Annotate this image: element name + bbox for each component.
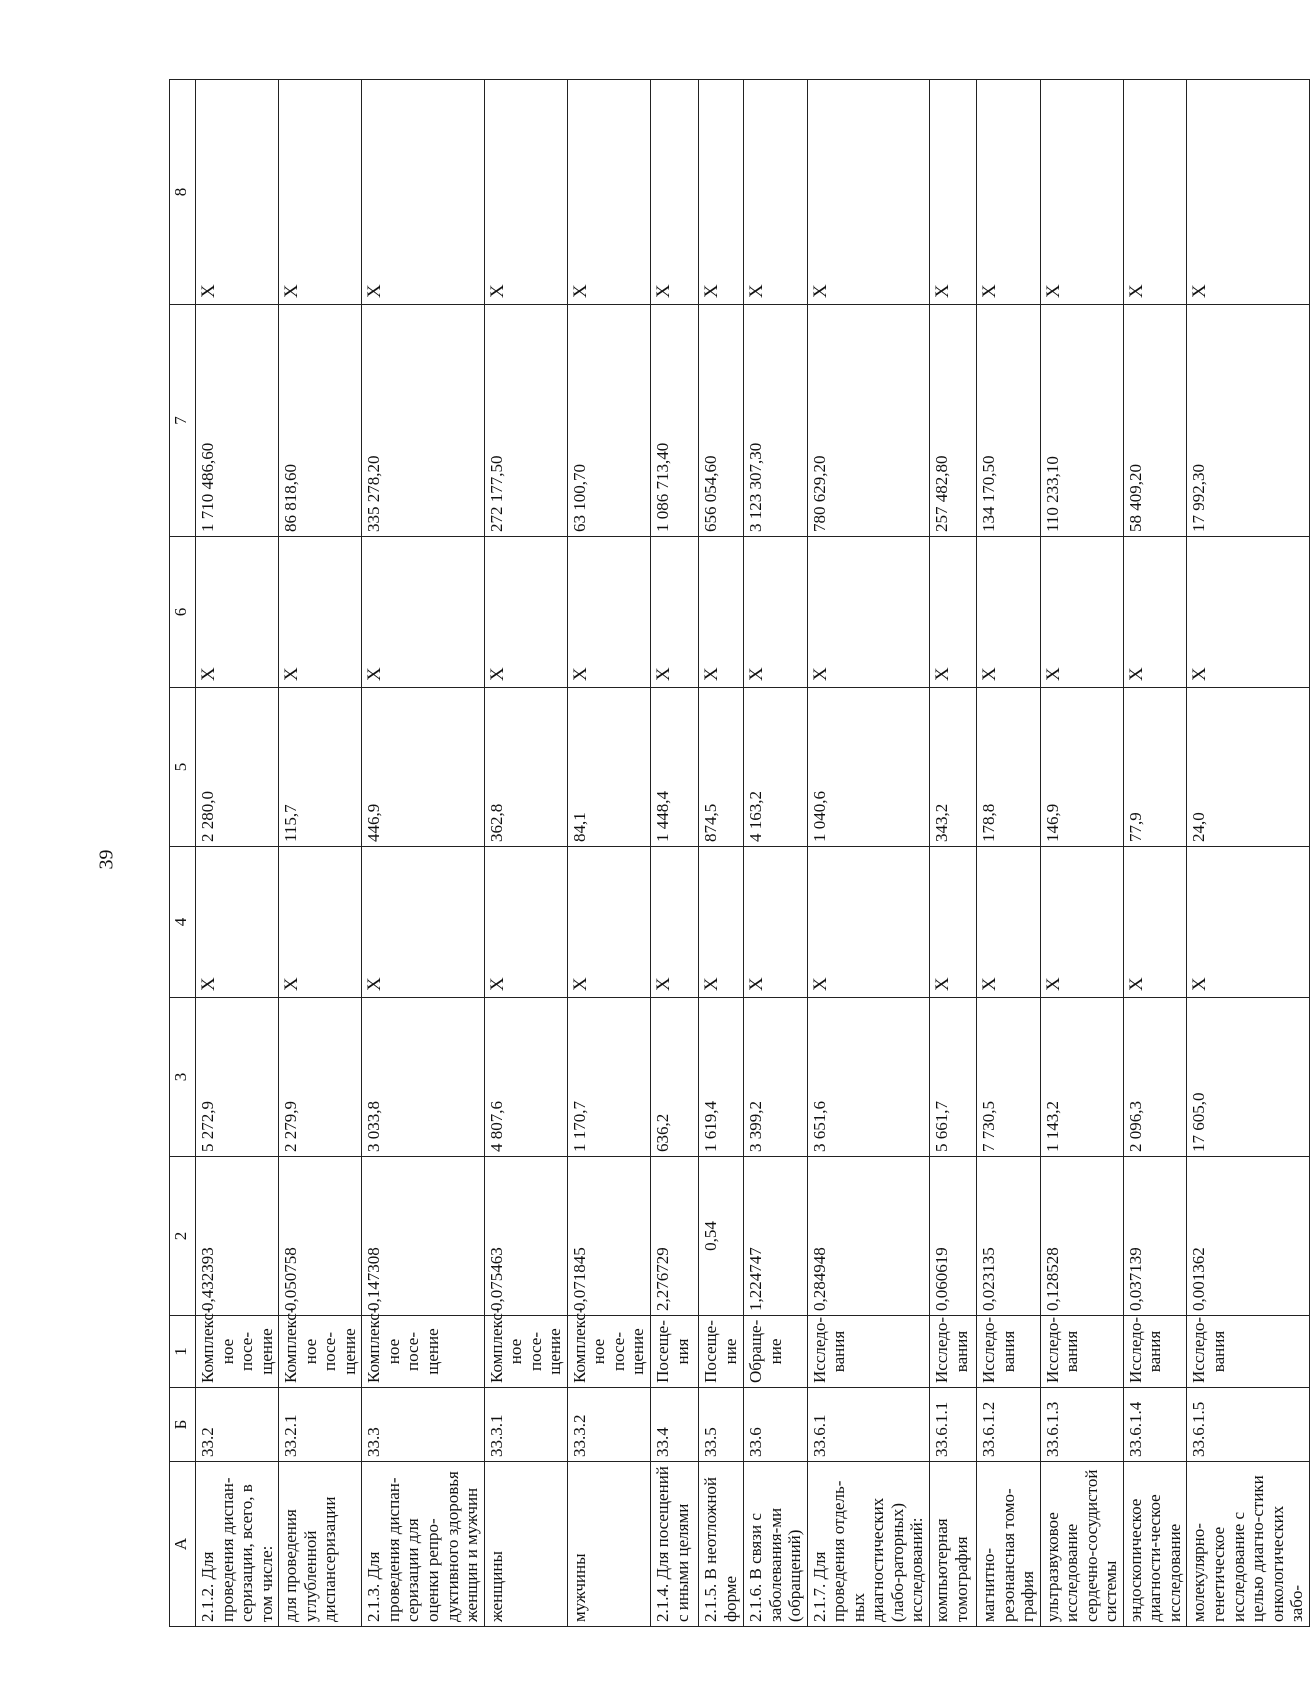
cell-unit: Исследо-вания [976, 1316, 1040, 1388]
page-number: 39 [95, 849, 118, 870]
cell-col5: 874,5 [699, 688, 744, 847]
table-row [362, 80, 484, 1627]
cell-col2: 0,071845 [567, 1157, 650, 1316]
cell-col7: 110 233,10 [1040, 305, 1123, 537]
cell-col2: 0,284948 [807, 1157, 929, 1316]
cell-col2: 0,060619 [929, 1157, 976, 1316]
cell-name: ультразвуковое исследование сердечно-сосудистой системы [1040, 1462, 1123, 1627]
cell-name: 2.1.7. Для проведения отдель-ных диагностических (лабо-раторных) исследований: [807, 1462, 929, 1627]
cell-col8: Х [976, 80, 1040, 305]
cell-col6: Х [279, 537, 362, 688]
cell-col7: 1 710 486,60 [196, 305, 279, 537]
cell-name: мужчины [567, 1462, 650, 1627]
cell-col6: Х [1123, 537, 1187, 688]
cell-col5: 362,8 [484, 688, 567, 847]
cell-col3: 4 807,6 [484, 998, 567, 1157]
cell-col5: 4 163,2 [744, 688, 808, 847]
cell-name: 2.1.3. Для проведения диспан-серизации для оценки репро-дуктивного здоровья женщин и мужчин [362, 1462, 484, 1627]
cell-col7: 335 278,20 [362, 305, 484, 537]
cell-col8: Х [1187, 80, 1309, 305]
cell-col2: 1,224747 [744, 1157, 808, 1316]
table-row [196, 80, 279, 1627]
cell-code: 33.3.2 [567, 1388, 650, 1462]
cell-col6: Х [484, 537, 567, 688]
cell-code: 33.6.1 [807, 1388, 929, 1462]
table-row [1040, 80, 1123, 1627]
cell-code: 33.2 [196, 1388, 279, 1462]
cell-col8: Х [279, 80, 362, 305]
cell-col6: Х [744, 537, 808, 688]
cell-col4: Х [929, 847, 976, 998]
cell-col7: 656 054,60 [699, 305, 744, 537]
cell-col3: 17 605,0 [1187, 998, 1309, 1157]
cell-unit: Исследо-вания [807, 1316, 929, 1388]
cell-unit: Комплекс-ное посе-щение [362, 1316, 484, 1388]
cell-col4: Х [699, 847, 744, 998]
cell-code: 33.2.1 [279, 1388, 362, 1462]
cell-col5: 178,8 [976, 688, 1040, 847]
cell-col4: Х [567, 847, 650, 998]
cell-col4: Х [362, 847, 484, 998]
cell-name: эндоскопическое диагности-ческое исследование [1123, 1462, 1187, 1627]
cell-col4: Х [651, 847, 699, 998]
table-row [1187, 80, 1309, 1627]
cell-col3: 2 279,9 [279, 998, 362, 1157]
cell-col5: 1 040,6 [807, 688, 929, 847]
cell-col4: Х [279, 847, 362, 998]
cell-col2: 0,54 [699, 1157, 744, 1316]
cell-col4: Х [1123, 847, 1187, 998]
cell-col4: Х [484, 847, 567, 998]
cell-unit: Обраще-ние [744, 1316, 808, 1388]
data-table [169, 79, 1310, 1627]
cell-col5: 24,0 [1187, 688, 1309, 847]
cell-col5: 115,7 [279, 688, 362, 847]
cell-col3: 5 272,9 [196, 998, 279, 1157]
table-row [744, 80, 808, 1627]
cell-col6: Х [1040, 537, 1123, 688]
cell-code: 33.6.1.2 [976, 1388, 1040, 1462]
col-header-b: Б [170, 1388, 196, 1462]
cell-col2: 0,050758 [279, 1157, 362, 1316]
col-header-4: 4 [170, 847, 196, 998]
rotated-table-wrapper [169, 80, 1307, 1627]
cell-col7: 134 170,50 [976, 305, 1040, 537]
col-header-6: 6 [170, 537, 196, 688]
table-row [807, 80, 929, 1627]
table-row [651, 80, 699, 1627]
table-row [279, 80, 362, 1627]
cell-col7: 63 100,70 [567, 305, 650, 537]
cell-code: 33.5 [699, 1388, 744, 1462]
cell-col5: 146,9 [1040, 688, 1123, 847]
cell-unit: Посеще-ния [651, 1316, 699, 1388]
cell-col5: 1 448,4 [651, 688, 699, 847]
cell-unit: Исследо-вания [1040, 1316, 1123, 1388]
cell-col8: Х [651, 80, 699, 305]
cell-col7: 58 409,20 [1123, 305, 1187, 537]
cell-name: 2.1.2. Для проведения диспан-серизации, всего, в том числе: [196, 1462, 279, 1627]
cell-col8: Х [929, 80, 976, 305]
cell-col6: Х [362, 537, 484, 688]
cell-col3: 3 399,2 [744, 998, 808, 1157]
cell-unit: Комплекс-ное посе-щение [567, 1316, 650, 1388]
cell-code: 33.4 [651, 1388, 699, 1462]
cell-col2: 2,276729 [651, 1157, 699, 1316]
table-row [976, 80, 1040, 1627]
cell-code: 33.3 [362, 1388, 484, 1462]
col-header-3: 3 [170, 998, 196, 1157]
cell-col3: 3 651,6 [807, 998, 929, 1157]
cell-col3: 3 033,8 [362, 998, 484, 1157]
cell-col8: Х [1040, 80, 1123, 305]
cell-code: 33.6 [744, 1388, 808, 1462]
cell-name: магнитно-резонансная томо-графия [976, 1462, 1040, 1627]
cell-col8: Х [196, 80, 279, 305]
cell-col5: 77,9 [1123, 688, 1187, 847]
cell-col6: Х [196, 537, 279, 688]
cell-col7: 86 818,60 [279, 305, 362, 537]
cell-col2: 0,023135 [976, 1157, 1040, 1316]
cell-col4: Х [196, 847, 279, 998]
col-header-8: 8 [170, 80, 196, 305]
col-header-5: 5 [170, 688, 196, 847]
table-row [567, 80, 650, 1627]
cell-name: для проведения углубленной диспансеризации [279, 1462, 362, 1627]
cell-col3: 1 143,2 [1040, 998, 1123, 1157]
cell-col5: 84,1 [567, 688, 650, 847]
cell-col5: 2 280,0 [196, 688, 279, 847]
cell-col7: 17 992,30 [1187, 305, 1309, 537]
cell-unit: Комплекс-ное посе-щение [196, 1316, 279, 1388]
cell-col4: Х [1040, 847, 1123, 998]
cell-col7: 1 086 713,40 [651, 305, 699, 537]
cell-name: 2.1.6. В связи с заболевания-ми (обращений) [744, 1462, 808, 1627]
cell-code: 33.6.1.5 [1187, 1388, 1309, 1462]
cell-col3: 5 661,7 [929, 998, 976, 1157]
cell-col2: 0,037139 [1123, 1157, 1187, 1316]
cell-col4: Х [744, 847, 808, 998]
cell-name: молекулярно-генетическое исследование с целью диагно-стики онкологических забо- [1187, 1462, 1309, 1627]
cell-code: 33.6.1.3 [1040, 1388, 1123, 1462]
cell-unit: Исследо-вания [929, 1316, 976, 1388]
cell-unit: Исследо-вания [1123, 1316, 1187, 1388]
col-header-a: А [170, 1462, 196, 1627]
col-header-1: 1 [170, 1316, 196, 1388]
cell-code: 33.6.1.1 [929, 1388, 976, 1462]
cell-col2: 0,432393 [196, 1157, 279, 1316]
header-row [170, 80, 196, 1627]
cell-col8: Х [362, 80, 484, 305]
cell-col4: Х [807, 847, 929, 998]
cell-col3: 1 170,7 [567, 998, 650, 1157]
cell-name: 2.1.5. В неотложной форме [699, 1462, 744, 1627]
table-row [699, 80, 744, 1627]
cell-col6: Х [651, 537, 699, 688]
cell-col7: 3 123 307,30 [744, 305, 808, 537]
cell-col5: 343,2 [929, 688, 976, 847]
cell-col8: Х [484, 80, 567, 305]
cell-col4: Х [976, 847, 1040, 998]
cell-col6: Х [699, 537, 744, 688]
cell-col6: Х [807, 537, 929, 688]
cell-col7: 272 177,50 [484, 305, 567, 537]
cell-col5: 446,9 [362, 688, 484, 847]
cell-col4: Х [1187, 847, 1309, 998]
cell-name: 2.1.4. Для посещений с иными целями [651, 1462, 699, 1627]
cell-col8: Х [699, 80, 744, 305]
cell-unit: Посеще-ние [699, 1316, 744, 1388]
table-row [1123, 80, 1187, 1627]
cell-col3: 1 619,4 [699, 998, 744, 1157]
cell-col7: 257 482,80 [929, 305, 976, 537]
cell-col6: Х [929, 537, 976, 688]
cell-col8: Х [1123, 80, 1187, 305]
cell-col2: 0,075463 [484, 1157, 567, 1316]
cell-col3: 7 730,5 [976, 998, 1040, 1157]
cell-code: 33.3.1 [484, 1388, 567, 1462]
table-row [929, 80, 976, 1627]
cell-col8: Х [567, 80, 650, 305]
cell-col7: 780 629,20 [807, 305, 929, 537]
cell-col2: 0,001362 [1187, 1157, 1309, 1316]
col-header-2: 2 [170, 1157, 196, 1316]
cell-unit: Комплекс-ное посе-щение [484, 1316, 567, 1388]
cell-name: компьютерная томография [929, 1462, 976, 1627]
cell-code: 33.6.1.4 [1123, 1388, 1187, 1462]
cell-col3: 2 096,3 [1123, 998, 1187, 1157]
cell-col2: 0,147308 [362, 1157, 484, 1316]
table-row [484, 80, 567, 1627]
cell-col3: 636,2 [651, 998, 699, 1157]
cell-col6: Х [567, 537, 650, 688]
cell-name: женщины [484, 1462, 567, 1627]
cell-col8: Х [744, 80, 808, 305]
cell-unit: Исследо-вания [1187, 1316, 1309, 1388]
cell-col8: Х [807, 80, 929, 305]
cell-unit: Комплекс-ное посе-щение [279, 1316, 362, 1388]
cell-col6: Х [976, 537, 1040, 688]
col-header-7: 7 [170, 305, 196, 537]
cell-col6: Х [1187, 537, 1309, 688]
cell-col2: 0,128528 [1040, 1157, 1123, 1316]
